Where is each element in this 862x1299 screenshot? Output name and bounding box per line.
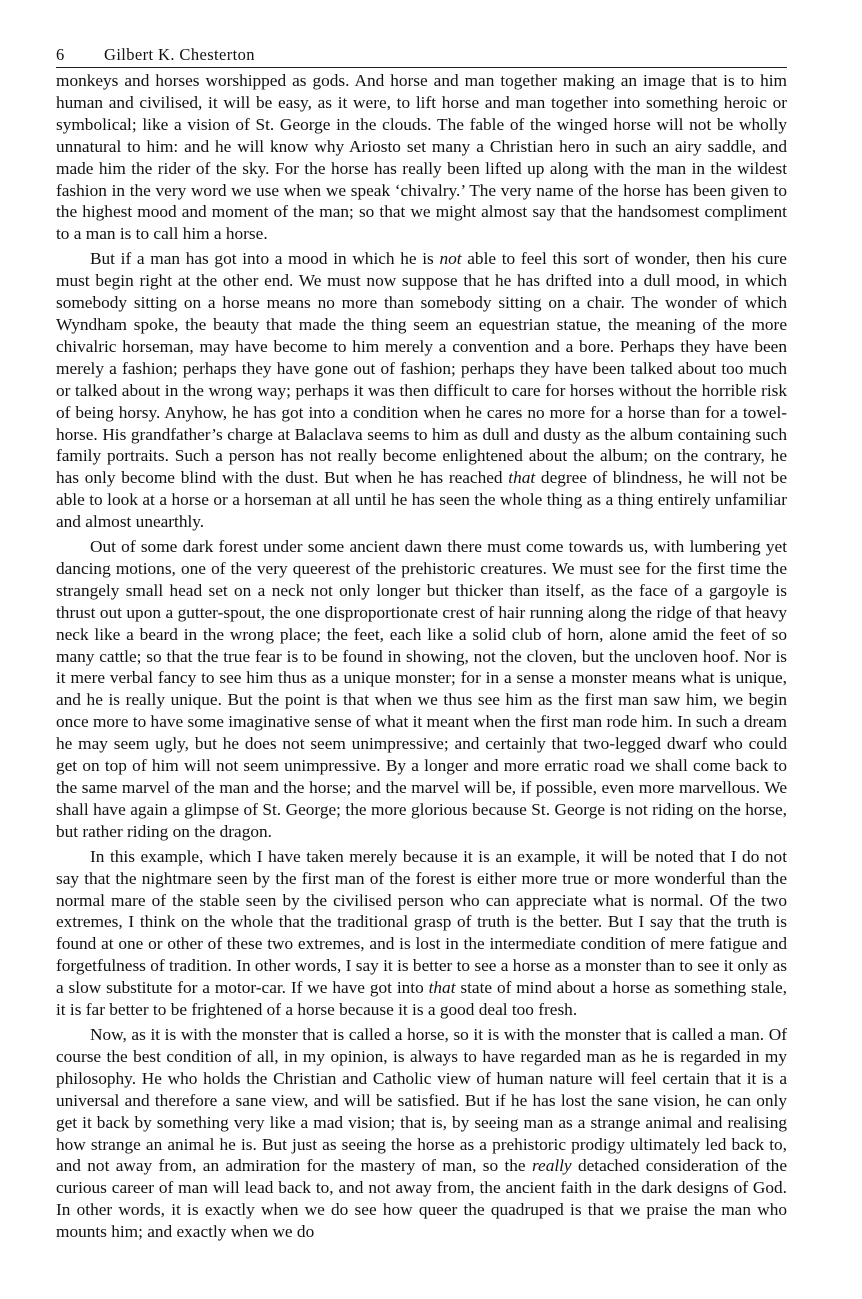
italic-emphasis: not: [439, 249, 462, 269]
italic-emphasis: that: [428, 978, 456, 998]
text-segment: degree of blindness, he will not be able to look at a horse or a horseman at all until he has seen the whole thing as a thing entirely unfamiliar and almost unearthly.: [56, 468, 787, 532]
text-segment: But if a man has got into a mood in which he is: [90, 249, 440, 269]
paragraph-3: [56, 536, 787, 843]
paragraph-1: [56, 70, 787, 245]
running-header: [56, 44, 787, 68]
paragraph-4: [56, 846, 787, 1021]
italic-emphasis: really: [531, 1156, 572, 1176]
text-segment: Out of some dark forest under some ancient dawn there must come towards us, with lumbering yet dancing motions, one of the very queerest of the prehistoric creatures. We must see for the first time the strangely small head set on a neck not only longer but thicker than itself, as the face of a gargoyle is thrust out upon a gutter-spout, the one disproportionate crest of hair running along the ridge of that heavy neck like a beard in the wrong place; the feet, each like a solid club of horn, alone amid the feet of so many cattle; so that the true fear is to be found in showing, not the cloven, but the uncloven hoof. Nor is it mere verbal fancy to see him thus as a unique monster; for in a sense a monster means what is unique, and he is really unique. But the point is that when we thus see him as the first man saw him, we begin once more to have some imaginative sense of what it meant when the first man rode him. In such a dream he may seem ugly, but he does not seem unimpressive; and certainly that two-legged dwarf who could get on top of him will not seem unimpressive. By a longer and more erratic road we shall come back to the same marvel of the man and the horse; and the marvel will be, if possible, even more marvellous. We shall have again a glimpse of St. George; the more glorious because St. George is not riding on the horse, but rather riding on the dragon.: [56, 537, 787, 841]
text-segment: monkeys and horses worshipped as gods. And horse and man together making an image that is to him human and civilised, it will be easy, as it were, to lift horse and man together into something heroic or symbolical; like a vision of St. George in the clouds. The fable of the winged horse will not be wholly unnatural to him: and he will know why Ariosto set many a Christian hero in such an airy saddle, and made him the rider of the sky. For the horse has really been lifted up along with the man in the wildest fashion in the very word we use when we speak ‘chivalry.’ The very name of the horse has been given to the highest mood and moment of the man; so that we might almost say that the handsomest compliment to a man is to call him a horse.: [56, 71, 787, 244]
paragraph-5: [56, 1024, 787, 1243]
text-segment: Now, as it is with the monster that is called a horse, so it is with the monster that is called a man. Of course the best condition of all, in my opinion, is always to have regarded man as he is regarded in my philosophy. He who holds the Christian and Catholic view of human nature will feel certain that it is a universal and therefore a sane view, and will be satisfied. But if he has lost the sane vision, he can only get it back by something very like a mad vision; that is, by seeing man as a strange animal and realising how strange an animal he is. But just as seeing the horse as a prehistoric prodigy ultimately led back to, and not away from, an admiration for the mastery of man, so the: [56, 1024, 787, 1176]
paragraph-2: [56, 248, 787, 533]
italic-emphasis: that: [508, 468, 536, 488]
book-page: [56, 44, 787, 1243]
running-title: Gilbert K. Chesterton: [104, 45, 255, 64]
body-text: [56, 70, 787, 1243]
text-segment: state of mind about a horse as something stale, it is far better to be frightened of a horse because it is a good deal too fresh.: [56, 978, 787, 1020]
text-segment: detached consideration of the curious career of man will lead back to, and not away from, the ancient faith in the dark designs of God. In other words, it is exactly when we do see how queer the quadruped is that we praise the man who mounts him; and exactly when we do: [56, 1156, 787, 1242]
page-number: 6: [56, 45, 65, 64]
text-segment: able to feel this sort of wonder, then his cure must begin right at the other end. We must now suppose that he has drifted into a dull mood, in which somebody sitting on a horse means no more than somebody sitting on a chair. The wonder of which Wyndham spoke, the beauty that made the thing seem an equestrian statue, the meaning of the more chivalric horseman, may have become to him merely a convention and a bore. Perhaps they have been merely a fashion; perhaps they have gone out of fashion; perhaps they have been talked about too much or talked about in the wrong way; perhaps it was then difficult to care for horses without the horrible risk of being horsy. Anyhow, he has got into a condition when he cares no more for a horse than for a towel-horse. His grandfather’s charge at Balaclava seems to him as dull and dusty as the album containing such family portraits. Such a person has not really become enlightened about the album; on the contrary, he has only become blind with the dust. But when he has reached: [56, 249, 787, 488]
text-segment: In this example, which I have taken merely because it is an example, it will be noted that I do not say that the nightmare seen by the first man of the forest is either more true or more wonderful than the normal mare of the stable seen by the civilised person who can appreciate what is normal. Of the two extremes, I think on the whole that the traditional grasp of truth is the better. But I say that the truth is found at one or other of these two extremes, and is lost in the intermediate condition of mere fatigue and forgetfulness of tradition. In other words, I say it is better to see a horse as a monster than to see it only as a slow substitute for a motor-car. If we have got into: [56, 846, 787, 998]
